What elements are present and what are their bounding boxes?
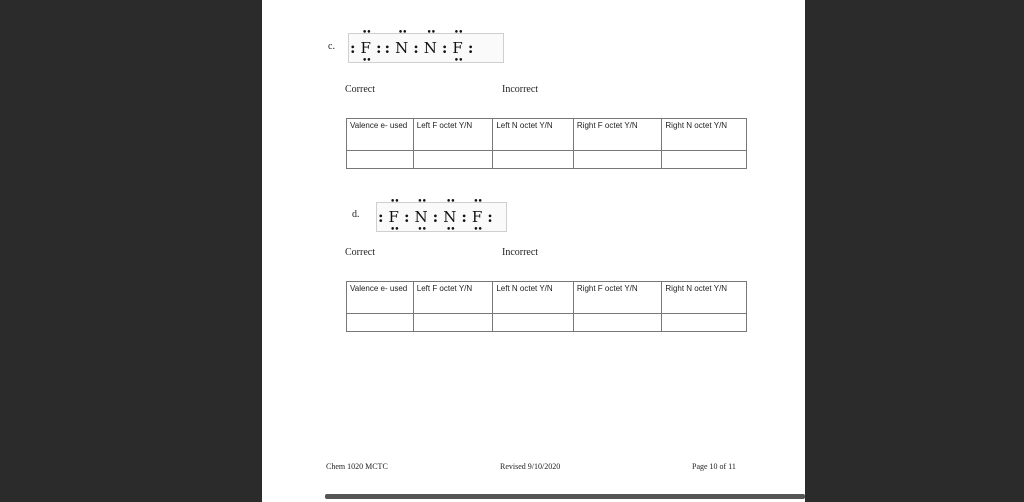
table-header-row	[347, 119, 747, 151]
table-row	[347, 314, 747, 332]
answer-table-d	[346, 281, 747, 332]
lone-pair-bottom: ••	[361, 56, 371, 66]
cell-right-n[interactable]	[662, 151, 747, 169]
atom-left-n: •• N ••	[414, 197, 429, 235]
incorrect-label-c: Incorrect	[502, 84, 539, 95]
header-right-f: Right F octet Y/N	[573, 282, 662, 314]
lone-pair: :	[350, 39, 357, 57]
cell-left-n[interactable]	[493, 314, 574, 332]
viewer-background-right	[805, 0, 1024, 502]
atom-right-f: •• F ••	[452, 28, 464, 66]
answer-table-c	[346, 118, 747, 169]
atom-left-n: •• N	[395, 28, 410, 57]
atom-right-n: •• N ••	[443, 197, 458, 235]
header-left-f: Left F octet Y/N	[413, 119, 493, 151]
correct-label-d: Correct	[345, 247, 375, 258]
table-row	[347, 151, 747, 169]
cell-left-n[interactable]	[493, 151, 574, 169]
viewer-background-left	[0, 0, 262, 502]
footer-revised: Revised 9/10/2020	[500, 462, 561, 471]
footer-course: Chem 1020 MCTC	[326, 462, 388, 471]
section-letter-d: d.	[352, 209, 360, 220]
cell-left-f[interactable]	[413, 151, 493, 169]
lone-pair-top: ••	[361, 28, 371, 38]
cell-right-f[interactable]	[573, 314, 662, 332]
section-letter-c: c.	[328, 41, 335, 52]
header-valence: Valence e- used	[347, 282, 414, 314]
table-header-row	[347, 282, 747, 314]
atom-left-f: •• F ••	[360, 28, 372, 66]
header-right-n: Right N octet Y/N	[662, 282, 747, 314]
cell-right-n[interactable]	[662, 314, 747, 332]
header-right-f: Right F octet Y/N	[573, 119, 662, 151]
atom-right-f: •• F ••	[471, 197, 484, 235]
cell-valence[interactable]	[347, 151, 414, 169]
incorrect-label-d: Incorrect	[502, 247, 539, 258]
document-page	[262, 0, 805, 502]
header-left-f: Left F octet Y/N	[413, 282, 493, 314]
header-left-n: Left N octet Y/N	[493, 119, 574, 151]
cell-right-f[interactable]	[573, 151, 662, 169]
atom-left-f: •• F ••	[388, 197, 400, 235]
cell-valence[interactable]	[347, 314, 414, 332]
lewis-structure-c: : •• F •• : : •• N : •• N : •• F •• :	[348, 33, 504, 63]
correct-label-c: Correct	[345, 84, 375, 95]
atom-right-n: •• N	[423, 28, 438, 57]
horizontal-scrollbar[interactable]	[325, 494, 805, 499]
footer-page-number: Page 10 of 11	[692, 462, 736, 471]
lewis-structure-d: : •• F •• : •• N •• : •• N •• : •• F •• :	[376, 202, 507, 232]
header-left-n: Left N octet Y/N	[493, 282, 574, 314]
cell-left-f[interactable]	[413, 314, 493, 332]
header-right-n: Right N octet Y/N	[662, 119, 747, 151]
header-valence: Valence e- used	[347, 119, 414, 151]
